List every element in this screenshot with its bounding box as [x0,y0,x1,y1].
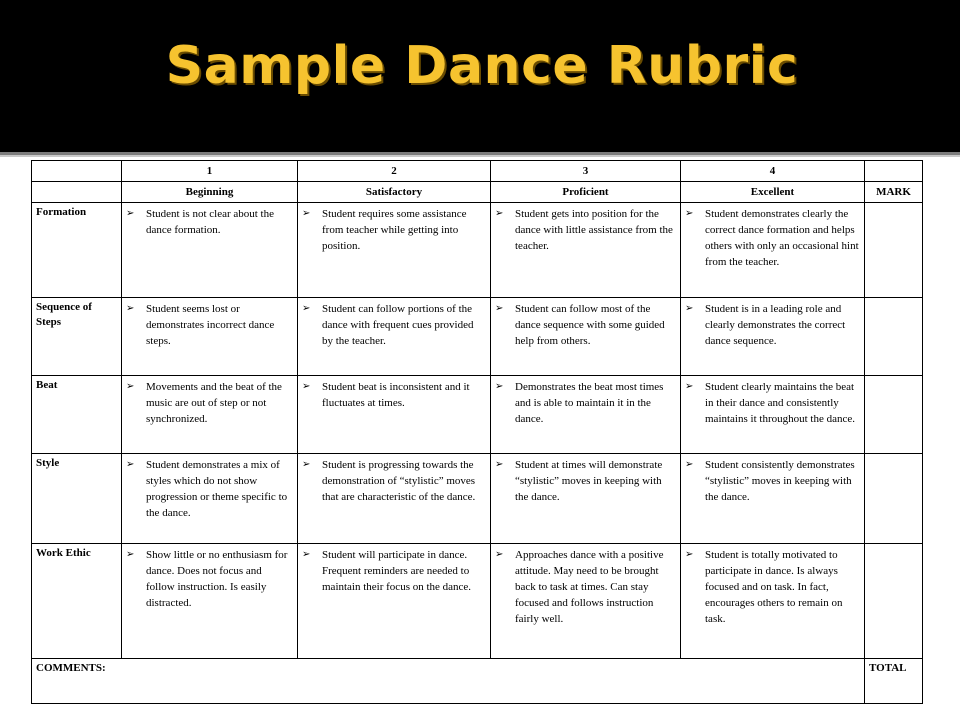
rubric-document [0,160,960,720]
slide-title-bar [0,0,960,152]
rubric-cell [298,454,491,544]
mark-cell[interactable] [865,298,923,376]
criterion-row-sequence [32,298,923,376]
level-name-row [32,182,923,203]
criterion-description: Approaches dance with a positive attitude. May need to be brought back to task at times. Can stay focused and follows instruction fairly well. [515,549,664,625]
arrow-bullet-icon: ➢ [685,303,694,314]
criterion-description: Student is totally motivated to participate in dance. Is always focused and on task. In fact, encourages others to remain on task. [705,549,843,625]
rubric-cell [681,454,865,544]
criterion-description: Student consistently demonstrates “stylistic” moves in keeping with the dance. [705,459,855,503]
criterion-description: Student is progressing towards the demonstration of “stylistic” moves that are characteristic of the dance. [322,459,476,503]
arrow-bullet-icon: ➢ [302,459,311,470]
arrow-bullet-icon: ➢ [302,381,311,392]
criterion-row-formation [32,203,923,298]
rubric-cell [491,454,681,544]
arrow-bullet-icon: ➢ [302,303,311,314]
arrow-bullet-icon: ➢ [302,549,311,560]
rubric-cell [298,376,491,454]
level-number-4: 4 [681,161,865,182]
criterion-description: Student can follow portions of the dance with frequent cues provided by the teacher. [322,303,474,347]
comments-row [32,659,923,704]
arrow-bullet-icon: ➢ [685,381,694,392]
criterion-description: Student will participate in dance. Frequent reminders are needed to maintain their focus on the dance. [322,549,472,593]
total-label[interactable]: TOTAL [865,659,923,704]
mark-cell[interactable] [865,544,923,659]
criterion-description: Student beat is inconsistent and it fluctuates at times. [322,381,470,409]
criterion-description: Student clearly maintains the beat in their dance and consistently maintains it throughout the dance. [705,381,855,425]
arrow-bullet-icon: ➢ [126,459,135,470]
criterion-description: Student demonstrates clearly the correct dance formation and helps others with only an occasional hint from the teacher. [705,208,859,268]
rubric-cell [122,544,298,659]
arrow-bullet-icon: ➢ [495,459,504,470]
arrow-bullet-icon: ➢ [495,381,504,392]
criterion-description: Student is not clear about the dance formation. [146,208,274,236]
criterion-description: Movements and the beat of the music are out of step or not synchronized. [146,381,282,425]
rubric-cell [491,298,681,376]
rubric-cell [122,203,298,298]
criterion-row-beat [32,376,923,454]
header-blank-cell [865,161,923,182]
level-name-satisfactory: Satisfactory [298,182,491,203]
criterion-row-style [32,454,923,544]
level-name-beginning: Beginning [122,182,298,203]
arrow-bullet-icon: ➢ [685,549,694,560]
arrow-bullet-icon: ➢ [685,459,694,470]
header-blank-cell [32,182,122,203]
criterion-description: Student can follow most of the dance sequence with some guided help from others. [515,303,665,347]
arrow-bullet-icon: ➢ [495,303,504,314]
criterion-description: Student demonstrates a mix of styles which do not show progression or theme specific to the dance. [146,459,288,519]
criterion-description: Show little or no enthusiasm for dance. Does not focus and follow instruction. Is easily distracted. [146,549,288,609]
rubric-cell [491,203,681,298]
level-number-1: 1 [122,161,298,182]
arrow-bullet-icon: ➢ [126,208,135,219]
level-number-3: 3 [491,161,681,182]
level-name-excellent: Excellent [681,182,865,203]
criterion-description: Student gets into position for the dance with little assistance from the teacher. [515,208,673,252]
comments-label[interactable]: COMMENTS: [32,659,865,704]
mark-cell[interactable] [865,454,923,544]
rubric-cell [122,376,298,454]
mark-header: MARK [865,182,923,203]
rubric-cell [298,544,491,659]
criterion-label: Sequence of Steps [32,298,122,376]
rubric-cell [491,376,681,454]
criterion-description: Student requires some assistance from teacher while getting into position. [322,208,467,252]
slide-title: Sample Dance Rubric [165,36,799,96]
arrow-bullet-icon: ➢ [495,208,504,219]
rubric-cell [298,298,491,376]
rubric-cell [681,203,865,298]
criterion-label: Style [32,454,122,544]
criterion-description: Student seems lost or demonstrates incorrect dance steps. [146,303,275,347]
rubric-cell [122,454,298,544]
criterion-description: Student is in a leading role and clearly demonstrates the correct dance sequence. [705,303,846,347]
header-blank-cell [32,161,122,182]
rubric-cell [681,298,865,376]
arrow-bullet-icon: ➢ [126,381,135,392]
rubric-cell [491,544,681,659]
criterion-label: Beat [32,376,122,454]
arrow-bullet-icon: ➢ [126,549,135,560]
arrow-bullet-icon: ➢ [495,549,504,560]
criterion-description: Student at times will demonstrate “stylistic” moves in keeping with the dance. [515,459,663,503]
arrow-bullet-icon: ➢ [126,303,135,314]
criterion-label: Work Ethic [32,544,122,659]
arrow-bullet-icon: ➢ [302,208,311,219]
mark-cell[interactable] [865,203,923,298]
rubric-cell [681,544,865,659]
criterion-label: Formation [32,203,122,298]
criterion-description: Demonstrates the beat most times and is able to maintain it in the dance. [515,381,664,425]
rubric-cell [681,376,865,454]
arrow-bullet-icon: ➢ [685,208,694,219]
level-number-2: 2 [298,161,491,182]
rubric-table [31,160,923,704]
criterion-row-work-ethic [32,544,923,659]
rubric-cell [298,203,491,298]
level-number-row [32,161,923,182]
rubric-cell [122,298,298,376]
mark-cell[interactable] [865,376,923,454]
level-name-proficient: Proficient [491,182,681,203]
